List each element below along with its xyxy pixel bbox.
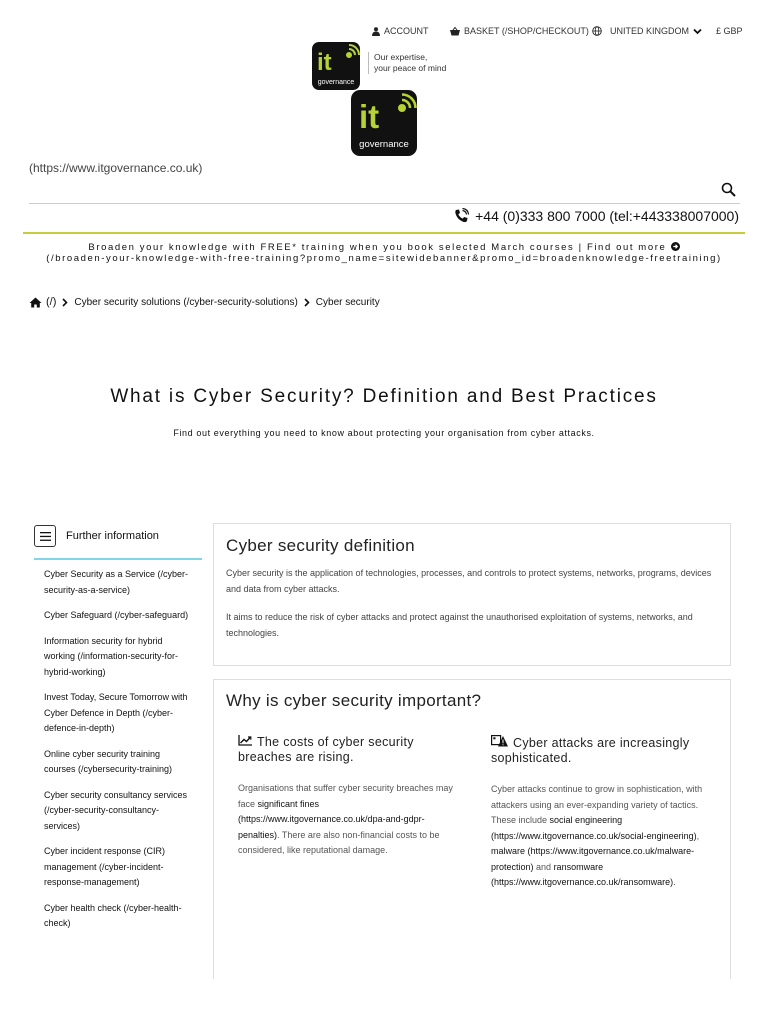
currency-label: £ GBP [716,26,743,36]
attacks-heading: Cyber attacks are increasingly sophisticated. [491,736,690,765]
costs-heading: The costs of cyber security breaches are rising. [238,735,414,764]
sidebar-item[interactable]: Cyber Safeguard (/cyber-safeguard) [44,610,189,620]
phone-link[interactable] [453,208,739,224]
search-icon [720,181,738,199]
search-button[interactable] [720,181,738,199]
utility-bar [0,26,768,40]
sidebar-item[interactable]: Invest Today, Secure Tomorrow with Cyber Defence in Depth (/cyber-defence-in-depth) [44,692,188,733]
user-icon [372,27,380,36]
sidebar-header [34,520,202,560]
logo-mark: it [317,49,332,76]
sidebar-item[interactable]: Cyber incident response (CIR) management (/cyber-incident-response-management) [44,846,166,887]
attacks-text: Cyber attacks continue to grow in sophistication, with attackers using an ever-expanding variety of tactics. These include social engineering (https://www.itgovernance.co.uk/social-engineering), malware (https://www.itgovernance.co.uk/malware-protection) and ransomware (https://www.itgovernance.co.uk/ransomware). [491,784,703,887]
sidebar-item[interactable]: Information security for hybrid working (/information-security-for-hybrid-working) [44,635,179,677]
hamburger-icon [40,532,51,541]
sidebar-item[interactable]: Cyber security consultancy services (/cyber-security-consultancy-services) [44,789,188,831]
chevron-right-icon [304,298,310,307]
page-title: What is Cyber Security? Definition and Best Practices [110,386,658,407]
costs-column [238,735,463,859]
basket-link[interactable] [450,26,589,36]
site-logo[interactable] [351,90,417,156]
currency-selector[interactable] [716,26,743,36]
sidebar-title: Further information [66,530,159,542]
significant-fines-link[interactable]: significant fines (https://www.itgovernance.co.uk/dpa-and-gdpr-penalties) [238,798,425,840]
definition-paragraph-2: It aims to reduce the risk of cyber attacks and protect against the unauthorised exploitation of systems, networks, and technologies. [226,612,693,638]
account-link[interactable] [372,26,429,36]
globe-icon [592,26,602,36]
sidebar-item[interactable]: Cyber health check (/cyber-health-check) [44,902,182,928]
definition-heading: Cyber security definition [226,536,415,555]
phone-number: +44 (0)333 800 7000 (tel:+443338007000) [475,208,739,224]
breadcrumb [29,296,380,308]
it-governance-logo-large-icon [351,90,417,156]
sidebar-menu-button[interactable] [34,525,56,547]
attacks-column [491,735,716,891]
sidebar-item[interactable]: Cyber Security as a Service (/cyber-security-as-a-service) [44,569,189,595]
basket-icon [450,27,460,36]
social-engineering-link[interactable]: social engineering (https://www.itgovernance.co.uk/social-engineering) [491,815,697,841]
breadcrumb-home[interactable]: (/) [29,296,56,308]
header-divider [23,232,745,234]
importance-card [213,679,731,979]
breadcrumb-item-cyber-security-solutions[interactable]: Cyber security solutions (/cyber-security-solutions) [74,296,298,308]
promo-banner-url: (/broaden-your-knowledge-with-free-training?promo_name=sitewidebanner&promo_id=broadenknowledge-freetraining) [46,253,722,264]
ransomware-link[interactable]: ransomware (https://www.itgovernance.co.uk/ransomware) [491,861,674,887]
definition-card [213,523,731,666]
promo-banner[interactable] [40,242,728,264]
basket-label: BASKET (/SHOP/CHECKOUT) [464,26,589,36]
malware-link[interactable]: malware (https://www.itgovernance.co.uk/malware-protection) [491,846,695,872]
home-icon [29,297,42,308]
logo-tagline: Our expertise, your peace of mind [368,52,446,74]
account-label: ACCOUNT [384,26,429,36]
definition-paragraph-1: Cyber security is the application of technologies, processes, and controls to protect systems, networks, programs, devices and data from cyber attacks. [226,568,712,594]
breadcrumb-current: Cyber security [315,296,380,308]
region-label: UNITED KINGDOM [610,26,690,36]
phone-icon [453,208,469,224]
site-logo-small[interactable] [312,42,360,90]
chevron-down-icon [693,28,702,35]
importance-heading: Why is cyber security important? [226,691,482,710]
chevron-right-icon [62,298,68,307]
sidebar-item[interactable]: Online cyber security training courses (/cybersecurity-training) [44,748,173,774]
costs-text: Organisations that suffer cyber security breaches may face significant fines (https://www.itgovernance.co.uk/dpa-and-gdpr-penalties). There are also non-financial costs to be considered, like reputational damage. [238,783,453,855]
search-input[interactable] [29,203,740,204]
warning-image-icon [491,735,508,747]
sidebar-list [34,567,202,932]
logo-mark-large: it [359,98,380,135]
promo-banner-text: Broaden your knowledge with FREE* training when you book selected March courses | Find out more [88,242,667,253]
logo-word-large: governance [359,139,409,150]
logo-word: governance [317,79,355,86]
home-link[interactable]: (https://www.itgovernance.co.uk) [29,161,203,175]
region-selector[interactable] [592,26,702,36]
it-governance-logo-icon [312,42,360,90]
page-subtitle: Find out everything you need to know about protecting your organisation from cyber attacks. [173,428,595,438]
further-information-sidebar [34,520,202,932]
chart-line-icon [238,735,252,746]
arrow-circle-right-icon [671,242,680,251]
